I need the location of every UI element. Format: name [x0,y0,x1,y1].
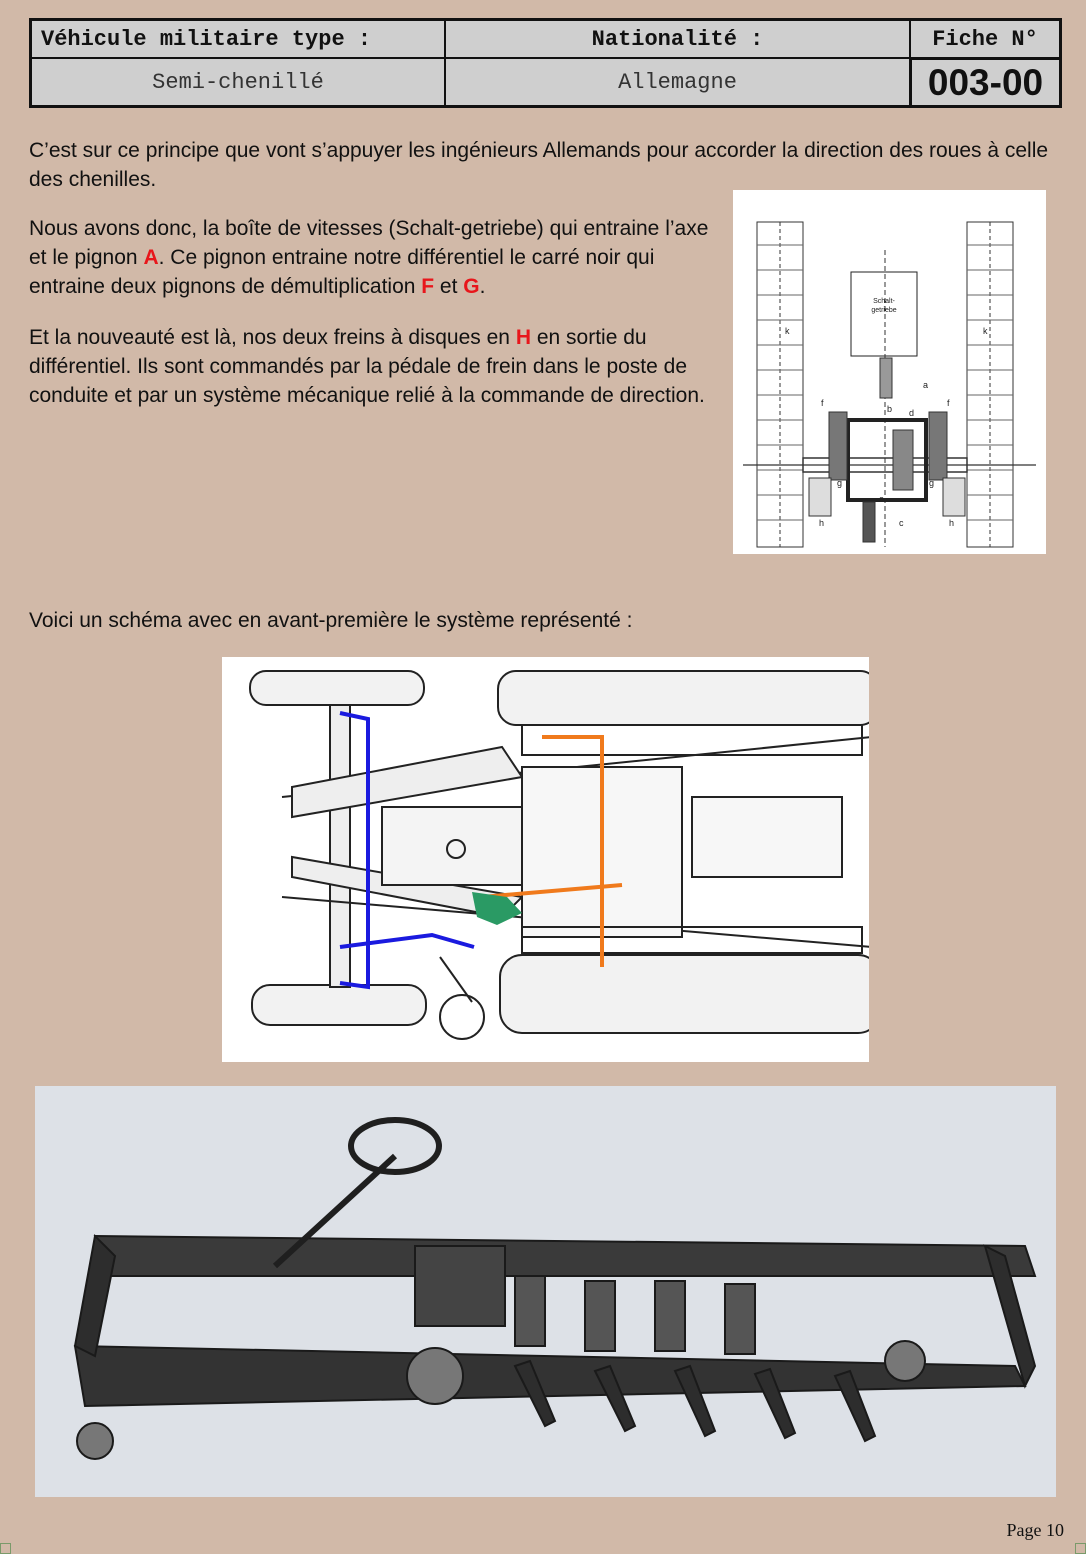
paragraph-brakes-text-2: en sortie du différentiel. Ils sont commandés par la pédale de frein dans le poste de conduite et par un système mécanique relié à la commande de direction. [29,326,705,407]
chassis-photo-svg [35,1086,1056,1497]
differential-diagram [733,190,1046,554]
paragraph-brakes [29,323,729,410]
paragraph-gearbox-text-4: . [479,275,486,298]
label-h: H [515,326,531,349]
label-a: A [143,246,159,269]
corner-mark-right [1075,1543,1086,1554]
paragraph-gearbox [29,214,729,301]
diagram-letter-f-right: f [947,398,950,408]
paragraph-gearbox-text-3: et [434,275,464,298]
differential-diagram-svg [733,190,1046,554]
sheet-number-value: 003-00 [909,59,1059,105]
diagram-letter-e: e [879,494,885,504]
diagram-letter-b: b [887,404,893,414]
diagram-letter-a: a [923,380,929,390]
paragraph-intro: C’est sur ce principe que vont s’appuyer les ingénieurs Allemands pour accorder la direction des roues à celle des chenilles. [29,139,1049,191]
diagram-letter-f-left: f [821,398,824,408]
vehicle-type-label: Véhicule militaire type : [32,21,446,59]
chassis-schematic [222,657,869,1062]
paragraph-gearbox-text-1: Nous avons donc, la boîte de vitesses (Schalt-getriebe) qui entraine l’axe et le pignon [29,217,709,269]
vehicle-type-value: Semi-chenillé [32,59,446,105]
page-number: Page 10 [1006,1520,1064,1540]
label-f: F [421,275,435,298]
nationality-label: Nationalité : [446,21,911,59]
diagram-letter-k-left: k [785,326,790,336]
nationality-value: Allemagne [446,59,911,105]
paragraph-gearbox-text-2: . Ce pignon entraine notre différentiel le carré noir qui entraine deux pignons de démultiplication [29,246,655,298]
diagram-letter-g-left: g [837,478,843,488]
diagram-letter-c: c [899,518,904,528]
diagram-letter-g-right: g [929,478,935,488]
diagram-letter-d: d [909,408,915,418]
paragraph-schema-intro: Voici un schéma avec en avant-première le système représenté : [29,609,633,632]
sheet-number-label: Fiche N° [911,21,1059,59]
diagram-letter-h-right: h [949,518,955,528]
diagram-letter-k-right: k [983,326,988,336]
paragraph-brakes-text-1: Et la nouveauté est là, nos deux freins à disques en [29,326,516,349]
gearbox-label-2: getriebe [871,307,897,314]
gearbox-label-1: Schalt- [873,298,895,305]
corner-mark-left [0,1543,11,1554]
label-g: G [463,275,480,298]
header-table [29,18,1062,108]
diagram-letter-h-left: h [819,518,825,528]
chassis-photo [35,1086,1056,1497]
chassis-schematic-svg [222,657,869,1062]
